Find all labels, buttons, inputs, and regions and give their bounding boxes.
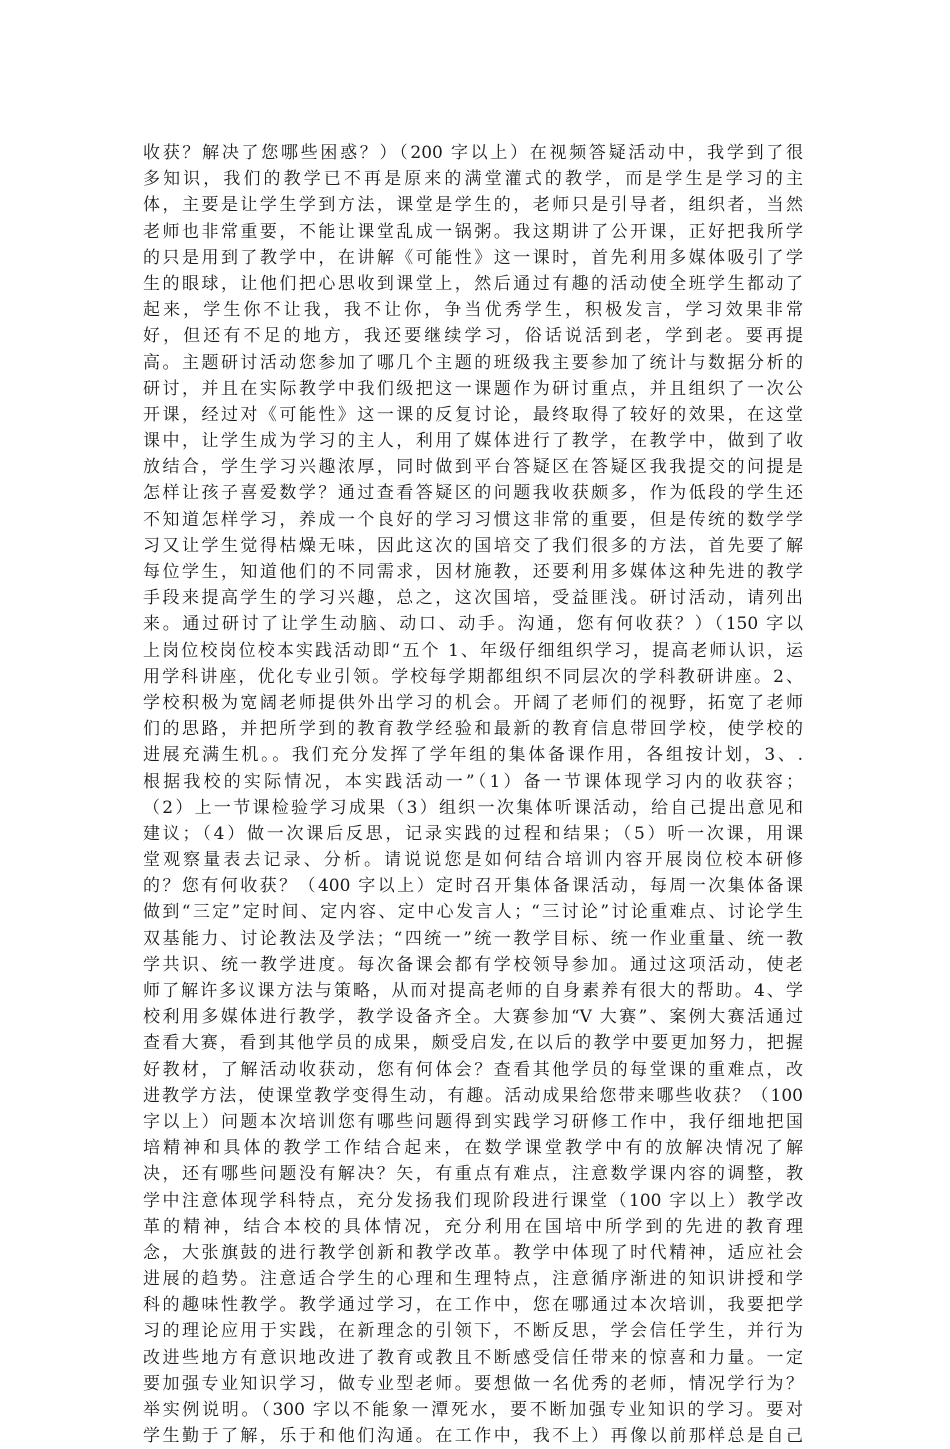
text-line: 根据我校的实际情况，本实践活动一”（1）备一节课体现学习内的收获容； [143, 771, 803, 792]
text-line: 好，但还有不足的地方，我还要继续学习，俗话说活到老，学到老。要再提 [143, 326, 803, 347]
text-line: 师了解许多议课方法与策略，从而对提高老师的自身素养有很大的帮助。4、学 [143, 981, 803, 1001]
text-line: 的？您有何收获？（400 字以上）定时召开集体备课活动，每周一次集体备课 [143, 876, 803, 897]
text-line: 双基能力、讨论教法及学法；“四统一”统一教学目标、统一作业重量、统一教 [143, 928, 803, 949]
text-line: 们的思路，并把所学到的教育教学经验和最新的教育信息带回学校，使学校的 [143, 719, 803, 740]
text-line: 用学科讲座，优化专业引领。学校每学期都组织不同层次的学科教研讲座。2、 [143, 666, 803, 687]
text-line: 改进些地方有意识地改进了教育或教且不断感受信任带来的惊喜和力量。一定 [143, 1347, 803, 1368]
text-line: 放结合，学生学习兴趣浓厚，同时做到平台答疑区在答疑区我我提交的问提是 [143, 457, 803, 478]
text-line: 习又让学生觉得枯燥无味，因此这次的国培交了我们很多的方法，首先要了解 [143, 535, 803, 556]
text-line: 课中，让学生成为学习的主人，利用了媒体进行了教学，在教学中，做到了收 [143, 431, 803, 452]
text-line: 高。主题研讨活动您参加了哪几个主题的班级我主要参加了统计与数据分析的 [143, 352, 803, 373]
text-line: 学校积极为宽阔老师提供外出学习的机会。开阔了老师们的视野，拓宽了老师 [143, 692, 803, 713]
text-line: 字以上）问题本次培训您有哪些问题得到实践学习研修工作中，我仔细地把国 [143, 1111, 803, 1132]
text-line: （2）上一节课检验学习成果（3）组织一次集体听课活动，给自己提出意见和 [143, 797, 803, 818]
text-line: 做到“三定”定时间、定内容、定中心发言人；“三讨论”讨论重难点、讨论学生 [143, 902, 803, 923]
text-line: 不知道怎样学习，养成一个良好的学习习惯这非常的重要，但是传统的数学学 [143, 509, 803, 530]
text-line: 革的精神，结合本校的具体情况，充分利用在国培中所学到的先进的教育理 [143, 1216, 803, 1237]
text-line: 进展充满生机。。我们充分发挥了学年组的集体备课作用，各组按计划，3、. [143, 745, 803, 766]
text-line: 学生勤于了解，乐于和他们沟通。在工作中，我不上）再像以前那样总是自己 [143, 1426, 803, 1447]
text-line: 生的眼球，让他们把心思收到课堂上，然后通过有趣的活动使全班学生都动了 [143, 273, 803, 294]
text-line: 来。通过研讨了让学生动脑、动口、动手。沟通，您有何收获？）（150 字以 [143, 614, 803, 635]
text-line: 进展的趋势。注意适合学生的心理和生理特点，注意循序渐进的知识讲授和学 [143, 1269, 803, 1290]
text-line: 习的理论应用于实践，在新理念的引领下，不断反思，学会信任学生，并行为 [143, 1321, 803, 1342]
text-line: 举实例说明。（300 字以不能象一潭死水，要不断加强专业知识的学习。要对 [143, 1400, 803, 1420]
text-line: 开课，经过对《可能性》这一课的反复讨论，最终取得了较好的效果，在这堂 [143, 404, 803, 425]
text-line: 手段来提高学生的学习兴趣，总之，这次国培，受益匪浅。研讨活动，请列出 [143, 588, 803, 609]
text-line: 学共识、统一教学进度。每次备课会都有学校领导参加。通过这项活动，使老 [143, 954, 803, 975]
text-line: 念，大张旗鼓的进行教学创新和教学改革。教学中体现了时代精神，适应社会 [143, 1242, 803, 1263]
text-line: 体，主要是让学生学到方法，课堂是学生的，老师只是引导者，组织者，当然 [143, 195, 803, 216]
text-line: 学中注意体现学科特点，充分发扬我们现阶段进行课堂（100 字以上）教学改 [143, 1190, 803, 1211]
text-line: 进教学方法，使课堂教学变得生动，有趣。活动成果给您带来哪些收获？（100 [143, 1085, 803, 1106]
text-line: 收获？解决了您哪些困惑？）（200 字以上）在视频答疑活动中，我学到了很 [143, 143, 803, 163]
text-line: 起来，学生你不让我，我不让你，争当优秀学生，积极发言，学习效果非常 [143, 300, 803, 321]
text-line: 堂观察量表去记录、分析。请说说您是如何结合培训内容开展岗位校本研修 [143, 850, 803, 871]
text-line: 老师也非常重要，不能让课堂乱成一锅粥。我这期讲了公开课，正好把我所学 [143, 221, 803, 242]
text-line: 研讨，并且在实际教学中我们级把这一课题作为研讨重点，并且组织了一次公 [143, 378, 803, 399]
text-line: 的只是用到了教学中，在讲解《可能性》这一课时，首先利用多媒体吸引了学 [143, 247, 803, 268]
body-text [143, 140, 803, 1449]
text-line: 多知识，我们的教学已不再是原来的满堂灌式的教学，而是学生是学习的主 [143, 169, 803, 190]
text-line: 要加强专业知识学习，做专业型老师。要想做一名优秀的老师，情况学行为？ [143, 1373, 803, 1394]
text-line: 上岗位校岗位校本实践活动即“五个 1、年级仔细组织学习，提高老师认识，运 [143, 640, 803, 661]
text-line: 建议；（4）做一次课后反思，记录实践的过程和结果；（5）听一次课，用课 [143, 823, 803, 844]
text-line: 好教材，了解活动收获动，您有何体会？查看其他学员的每堂课的重难点，改 [143, 1059, 803, 1080]
text-line: 查看大赛，看到其他学员的成果，颇受启发,在以后的教学中要更加努力，把握 [143, 1033, 803, 1054]
text-line: 怎样让孩子喜爱数学？通过查看答疑区的问题我收获颇多，作为低段的学生还 [143, 483, 803, 504]
text-line: 培精神和具体的教学工作结合起来，在数学课堂教学中有的放解决情况了解 [143, 1138, 803, 1159]
text-line: 决，还有哪些问题没有解决？矢，有重点有难点，注意数学课内容的调整，教 [143, 1164, 803, 1185]
text-line: 科的趣味性教学。教学通过学习，在工作中，您在哪通过本次培训，我要把学 [143, 1295, 803, 1316]
text-line: 校利用多媒体进行教学，教学设备齐全。大赛参加“V 大赛”、案例大赛活通过 [143, 1007, 803, 1028]
text-line: 每位学生，知道他们的不同需求，因材施教，还要利用多媒体这种先进的教学 [143, 562, 803, 582]
